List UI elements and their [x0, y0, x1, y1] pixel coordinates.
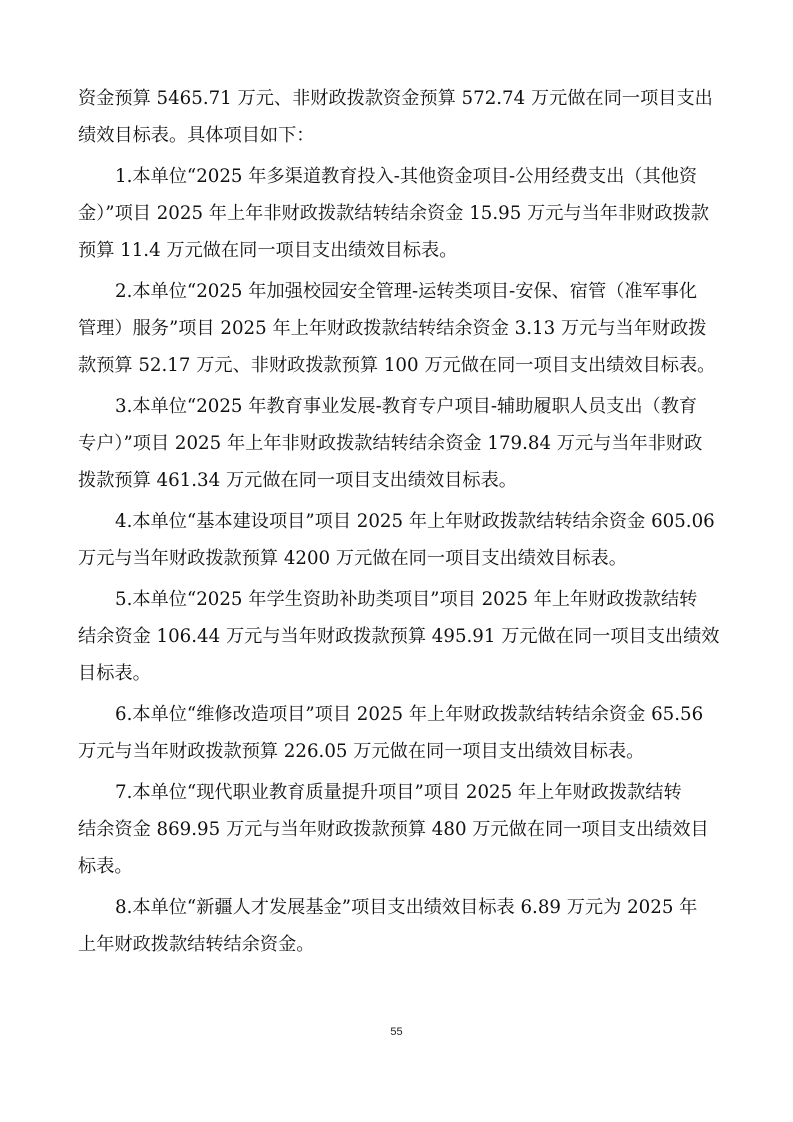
text-line: 2.本单位“2025 年加强校园安全管理-运转类项目-安保、宿管（准军事化 — [115, 281, 698, 302]
text-line: 5.本单位“2025 年学生资助补助类项目”项目 2025 年上年财政拨款结转 — [115, 589, 698, 610]
text-line: 管理）服务”项目 2025 年上年财政拨款结转结余资金 3.13 万元与当年财政拨 — [78, 318, 707, 339]
text-line: 1.本单位“2025 年多渠道教育投入-其他资金项目-公用经费支出（其他资 — [115, 166, 698, 187]
text-line: 拨款预算 461.34 万元做在同一项目支出绩效目标表。 — [78, 470, 517, 491]
text-line: 资金预算 5465.71 万元、非财政拨款资金预算 572.74 万元做在同一项目支出 — [78, 88, 713, 109]
text-line: 7.本单位“现代职业教育质量提升项目”项目 2025 年上年财政拨款结转 — [115, 782, 682, 803]
text-line: 目标表。 — [78, 663, 151, 684]
text-line: 绩效目标表。具体项目如下： — [78, 125, 315, 146]
text-line: 8.本单位“新疆人才发展基金”项目支出绩效目标表 6.89 万元为 2025 年 — [115, 897, 698, 918]
text-line: 金）”项目 2025 年上年非财政拨款结转结余资金 15.95 万元与当年非财政拨款 — [78, 203, 709, 224]
text-line: 标表。 — [78, 856, 133, 877]
text-line: 4.本单位“基本建设项目”项目 2025 年上年财政拨款结转结余资金 605.06 — [115, 511, 715, 532]
text-line: 结余资金 106.44 万元与当年财政拨款预算 495.91 万元做在同一项目支出绩效 — [78, 626, 720, 647]
text-line: 6.本单位“维修改造项目”项目 2025 年上年财政拨款结转结余资金 65.56 — [115, 704, 704, 725]
text-line: 预算 11.4 万元做在同一项目支出绩效目标表。 — [78, 240, 458, 261]
text-line: 3.本单位“2025 年教育事业发展-教育专户项目-辅助履职人员支出（教育 — [115, 396, 698, 417]
text-line: 结余资金 869.95 万元与当年财政拨款预算 480 万元做在同一项目支出绩效目 — [78, 819, 709, 840]
page-number: 55 — [390, 1026, 403, 1038]
text-line: 款预算 52.17 万元、非财政拨款预算 100 万元做在同一项目支出绩效目标表。 — [78, 355, 716, 376]
text-line: 万元与当年财政拨款预算 226.05 万元做在同一项目支出绩效目标表。 — [78, 741, 645, 762]
text-line: 上年财政拨款结转结余资金。 — [78, 934, 315, 955]
text-line: 万元与当年财政拨款预算 4200 万元做在同一项目支出绩效目标表。 — [78, 548, 627, 569]
text-line: 专户）”项目 2025 年上年非财政拨款结转结余资金 179.84 万元与当年非财政 — [78, 433, 703, 454]
